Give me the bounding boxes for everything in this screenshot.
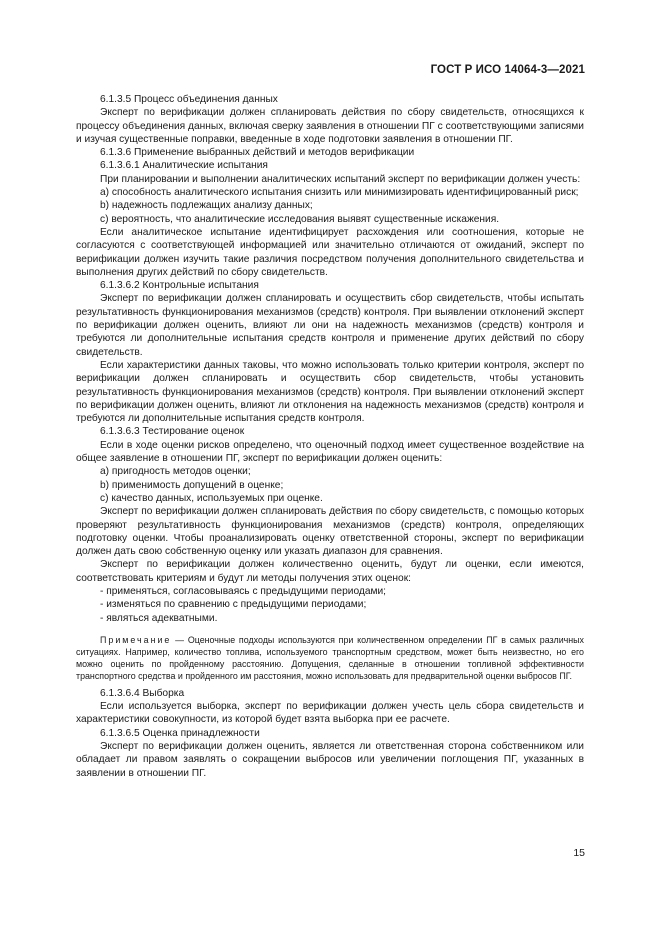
paragraph: Если используется выборка, эксперт по верификации должен учесть цель сбора свидетельств и характеристики совокупности, из которой будет взята выборка при ее расчете. (76, 701, 584, 726)
section-heading: 6.1.3.6.3 Тестирование оценок (100, 426, 245, 438)
section-heading: 6.1.3.6.4 Выборка (100, 687, 185, 699)
paragraph: Эксперт по верификации должен спланировать и осуществить сбор свидетельств, чтобы испытать результативность функционирования механизмов (средств) контроля. При выявлении отклонений эксперт по верификации должен оценить, влияют ли они на надежность механизмов (средств) контроля и требуются ли дополнительные испытания средств контроля и применение других действий по сбору свидетельств. (76, 293, 584, 358)
document-header: ГОСТ Р ИСО 14064-3—2021 (430, 64, 585, 76)
paragraph: При планировании и выполнении аналитических испытаний эксперт по верификации должен учесть: (100, 173, 581, 185)
section-heading: 6.1.3.5 Процесс объединения данных (100, 94, 278, 105)
list-item: b) применимость допущений в оценке; (100, 479, 284, 491)
list-item: c) качество данных, используемых при оценке. (100, 492, 323, 504)
note (76, 634, 584, 682)
section-heading: 6.1.3.6 Применение выбранных действий и методов верификации (100, 147, 415, 159)
paragraph: Эксперт по верификации должен спланировать действия по сбору свидетельств, с помощью которых проверяют результативность функционирования механизмов (средств) контроля, определяющих подготовку оценки. Чтобы проанализировать оценку ответственной стороны, эксперт по верификации должен дать свою собственную оценку или указать диапазон для сравнения. (76, 506, 584, 558)
paragraph: Если характеристики данных таковы, что можно использовать только критерии контроля, эксперт по верификации должен спланировать и осуществить сбор свидетельств, чтобы установить результативность функционирования механизмов (средств) контроля. При выявлении отклонений эксперт по верификации должен оценить, влияют ли отклонения на надежность механизмов (средств) контроля и требуются ли дополнительные испытания средств контроля. (76, 359, 584, 425)
document-body (76, 93, 584, 780)
list-item: a) пригодность методов оценки; (100, 466, 251, 478)
list-item: - являться адекватными. (100, 612, 218, 624)
list-item: b) надежность подлежащих анализу данных; (100, 200, 313, 212)
list-item: - изменяться по сравнению с предыдущими периодами; (100, 599, 367, 611)
paragraph: Если аналитическое испытание идентифицирует расхождения или соотношения, которые не согласуются с соответствующей информацией или значительно отличаются от ожиданий, эксперт по верификации должен изучить такие различия посредством получения дополнительного свидетельства и выполнения других действий по сбору свидетельств. (76, 226, 584, 278)
list-item: - применяться, согласовываясь с предыдущими периодами; (100, 585, 387, 597)
paragraph: Эксперт по верификации должен оценить, является ли ответственная сторона собственником или обладает ли правом заявлять о сокращении выбросов или увеличении поглощения ПГ, указанных в заявлении в отношении ПГ. (76, 741, 584, 779)
list-item: a) способность аналитического испытания снизить или минимизировать идентифицированный риск; (100, 187, 579, 199)
section-heading: 6.1.3.6.2 Контрольные испытания (100, 280, 259, 292)
paragraph: Если в ходе оценки рисков определено, что оценочный подход имеет существенное воздействие на общее заявление в отношении ПГ, эксперт по верификации должен оценить: (76, 439, 584, 465)
note-text: — Оценочные подходы используются при количественном определении ПГ в самых различных ситуациях. Например, количество топлива, используемого транспортным средством, может быть неизвестно, но его можно оценить по пройденному расстоянию. Допущения, сделанные в отношении топливной эффективности транспортного средства и пройденного им расстояния, можно использовать для предварительной оценки выбросов ПГ. (76, 634, 584, 681)
paragraph: Эксперт по верификации должен количественно оценить, будут ли оценки, если имеются, соответствовать критериям и будут ли методы получения этих оценок: (76, 559, 584, 584)
note-label: Примечание (100, 634, 172, 645)
section-heading: 6.1.3.6.1 Аналитические испытания (100, 160, 268, 172)
paragraph: Эксперт по верификации должен спланировать действия по сбору свидетельств, относящихся к процессу объединения данных, включая сверку заявления в отношении ПГ с соответствующими записями и изучая существенные поправки, введенные в ходе подготовки заявления в отношении ПГ. (76, 107, 584, 145)
page-number: 15 (573, 847, 585, 859)
section-heading: 6.1.3.6.5 Оценка принадлежности (100, 727, 260, 739)
list-item: c) вероятность, что аналитические исследования выявят существенные искажения. (100, 213, 500, 225)
